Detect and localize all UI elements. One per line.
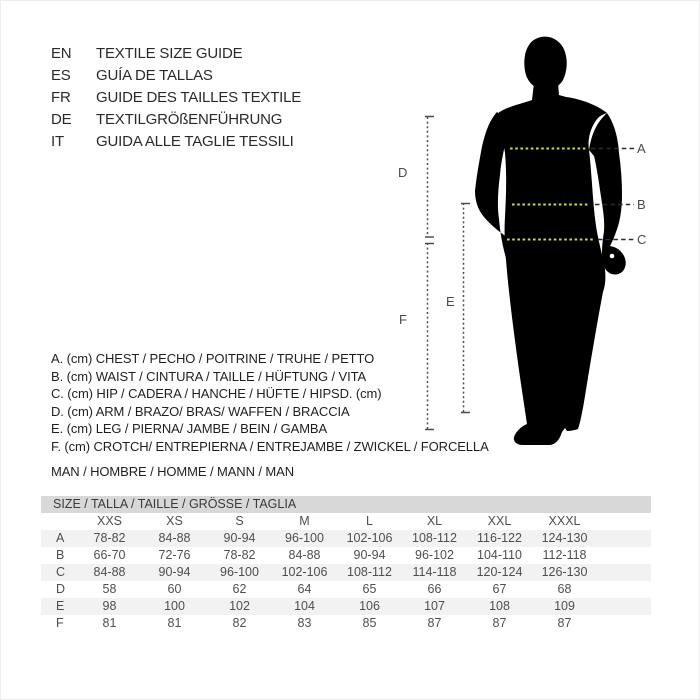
size-cell: 114-118 [402,564,467,581]
size-cell: 58 [102,582,117,596]
hand-highlight [610,254,615,259]
measure-label-d: D [398,165,408,180]
size-table-grid [41,496,651,632]
size-cell: 84-88 [77,564,142,581]
legend-line-chest: A. (cm) CHEST / PECHO / POITRINE / TRUHE / PETTO [51,351,375,366]
measure-label-e: E [446,294,455,309]
row-label: B [56,548,65,562]
col-header: XXXL [548,514,581,528]
size-cell: 102-106 [337,530,402,547]
size-cell: 124-130 [532,530,597,547]
table-row-waist [41,547,651,564]
size-cell: 81 [102,616,117,630]
size-cell: 96-100 [207,564,272,581]
size-cell: 82 [232,616,247,630]
size-table [41,496,651,632]
size-cell: 84-88 [142,530,207,547]
size-cell: 104-110 [477,548,522,562]
col-header: S [235,514,244,528]
table-row-chest [41,530,651,547]
legend-line-arm: D. (cm) ARM / BRAZO/ BRAS/ WAFFEN / BRACCIA [51,403,350,419]
size-cell: 78-82 [77,530,142,547]
language-title: GUIDE DES TAILLES TEXTILE [96,89,302,106]
size-cell: 64 [297,582,312,596]
table-filler-cell [597,513,651,530]
legend-line-leg: E. (cm) LEG / PIERNA/ JAMBE / BEIN / GAMBA [51,421,328,437]
size-cell: 83 [297,616,312,630]
size-cell: 66-70 [93,548,126,562]
size-cell: 107 [402,598,467,615]
size-cell: 62 [232,582,247,596]
man-body [497,83,607,445]
size-cell: 66 [427,582,442,596]
col-header: XL [426,514,443,528]
size-cell: 102-106 [272,564,337,581]
language-title: GUÍA DE TALLAS [96,67,213,84]
table-filler-cell [597,530,651,547]
size-cell: 112-118 [542,548,587,562]
measurement-legend [51,350,489,480]
size-cell: 78-82 [223,548,256,562]
row-label: F [56,616,64,630]
language-code: EN [51,45,72,62]
size-cell: 85 [362,616,377,630]
language-code: FR [51,89,71,106]
table-title: SIZE / TALLA / TAILLE / GRÖSSE / TAGLIA [41,496,651,513]
corner-cell [41,513,77,530]
size-cell: 72-76 [158,548,191,562]
measure-label-b: B [637,197,646,212]
size-cell: 81 [167,616,182,630]
language-title: TEXTILE SIZE GUIDE [96,45,243,62]
language-title: TEXTILGRÖßENFÜHRUNG [96,111,283,128]
table-row-hip [41,564,651,581]
col-header: XXL [487,514,512,528]
size-cell: 90-94 [142,564,207,581]
measure-label-c: C [637,232,647,247]
language-title: GUIDA ALLE TAGLIE TESSILI [96,133,294,150]
language-code: ES [51,67,71,84]
size-cell: 87 [492,616,507,630]
size-cell: 126-130 [532,564,597,581]
col-header: M [299,514,310,528]
legend-line-hip: C. (cm) HIP / CADERA / HANCHE / HÜFTE / HIPSD. (cm) [51,386,382,402]
size-cell: 96-100 [272,530,337,547]
table-row-arm [41,581,651,598]
col-header: L [366,514,373,528]
legend-line-waist: B. (cm) WAIST / CINTURA / TAILLE / HÜFTUNG / VITA [51,368,367,384]
table-filler-cell [597,615,651,632]
table-row-crotch [41,615,651,632]
gender-line: MAN / HOMBRE / HOMME / MANN / MAN [51,463,294,479]
size-cell: 68 [557,582,572,596]
size-cell: 60 [167,582,182,596]
table-filler-cell [597,581,651,598]
size-cell: 100 [142,598,207,615]
language-code: DE [51,111,72,128]
row-label: A [41,530,77,547]
row-label: C [41,564,77,581]
table-title-row [41,496,651,513]
size-cell: 90-94 [353,548,386,562]
size-cell: 109 [532,598,597,615]
size-cell: 84-88 [288,548,321,562]
row-label: D [56,582,66,596]
language-code: IT [51,133,64,150]
size-cell: 104 [272,598,337,615]
size-cell: 65 [362,582,377,596]
row-label: E [41,598,77,615]
table-column-header-row [41,513,651,530]
size-cell: 108 [467,598,532,615]
size-cell: 67 [492,582,507,596]
size-cell: 87 [557,616,572,630]
table-row-leg [41,598,651,615]
measure-label-a: A [637,141,646,156]
size-cell: 87 [427,616,442,630]
size-cell: 116-122 [467,530,532,547]
size-cell: 108-112 [337,564,402,581]
size-cell: 102 [207,598,272,615]
size-cell: 106 [337,598,402,615]
size-cell: 120-124 [467,564,532,581]
col-header: XS [166,514,183,528]
table-filler-cell [597,547,651,564]
size-cell: 96-102 [415,548,454,562]
size-cell: 90-94 [207,530,272,547]
legend-line-crotch: F. (cm) CROTCH/ ENTREPIERNA / ENTREJAMBE / ZWICKEL / FORCELLA [51,438,489,454]
size-cell: 98 [77,598,142,615]
col-header: XXS [96,514,122,528]
size-cell: 108-112 [402,530,467,547]
measure-label-f: F [399,312,407,327]
table-filler-cell [597,598,651,615]
man-silhouette [475,37,626,445]
table-filler-cell [597,564,651,581]
man-head [524,37,566,90]
